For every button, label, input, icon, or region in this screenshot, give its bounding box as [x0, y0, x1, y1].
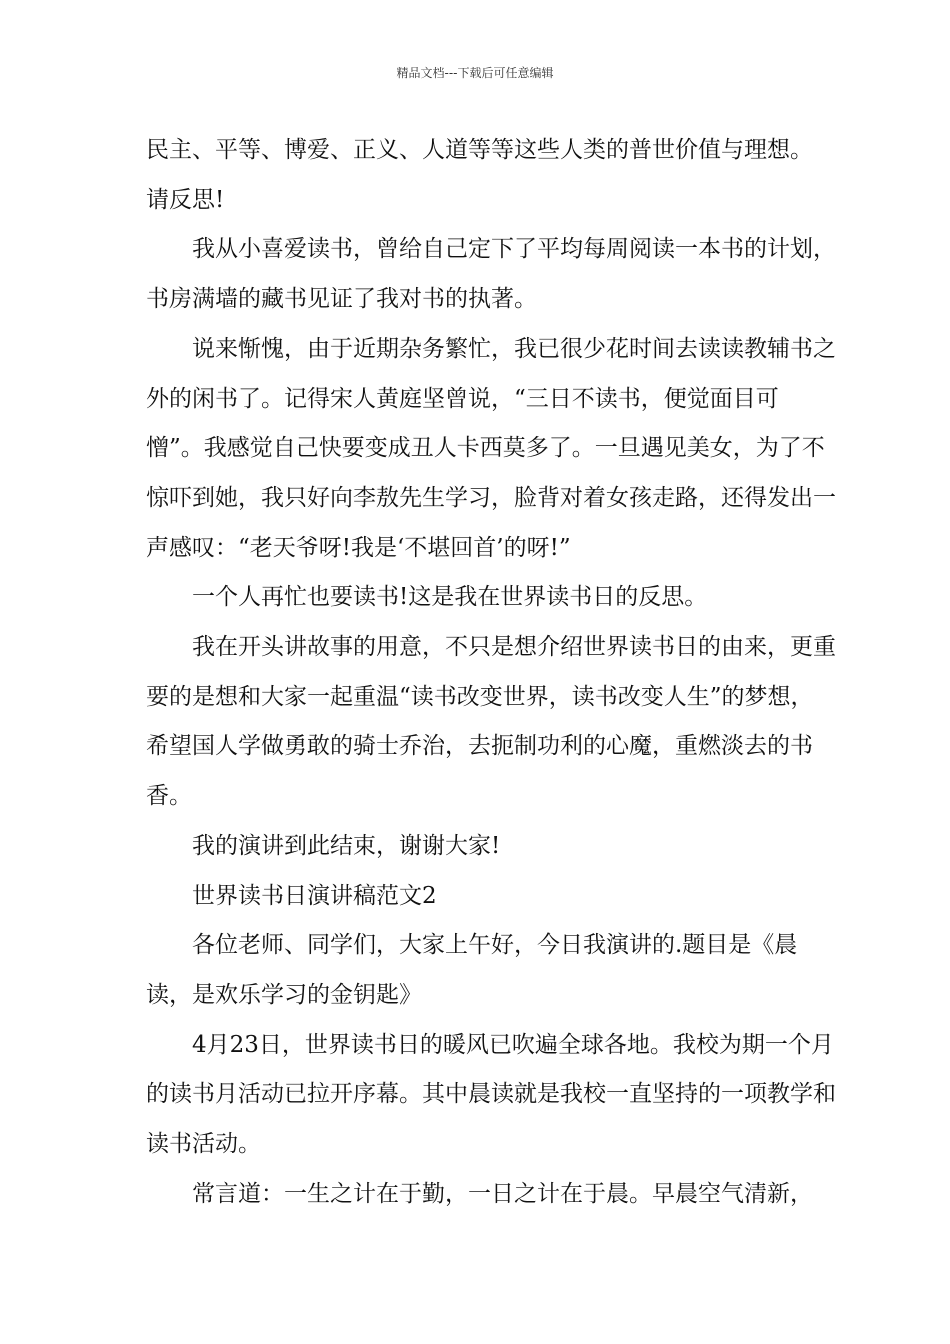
paragraph-reflect: 请反思!: [146, 186, 225, 213]
paragraph-reading-habit: 我从小喜爱读书，曾给自己定下了平均每周阅读一本书的计划，书房满墙的藏书见证了我对书的执著。: [146, 236, 836, 313]
paragraph-intent: 我在开头讲故事的用意，不只是想介绍世界读书日的由来，更重要的是想和大家一起重温“读书改变世界，读书改变人生”的梦想，希望国人学做勇敢的骑士乔治，去扼制功利的心魔，重燃淡去的书香。: [146, 634, 836, 810]
section-title: 世界读书日演讲稿范文2: [192, 882, 437, 909]
paragraph-busy: 说来惭愧，由于近期杂务繁忙，我已很少花时间去读读教辅书之外的闲书了。记得宋人黄庭坚曾说，“三日不读书，便觉面目可憎”。我感觉自己快要变成丑人卡西莫多了。一旦遇见美女，为了不惊吓到她，我只好向李敖先生学习，脸背对着女孩走路，还得发出一声感叹：“老天爷呀!我是‘不堪回首’的呀!”: [146, 335, 836, 561]
paragraph-closing: 我的演讲到此结束，谢谢大家!: [192, 832, 501, 859]
paragraph-april: 4月23日，世界读书日的暖风已吹遍全球各地。我校为期一个月的读书月活动已拉开序幕。其中晨读就是我校一直坚持的一项教学和读书活动。: [146, 1031, 836, 1158]
paragraph-saying: 常言道：一生之计在于勤，一日之计在于晨。早晨空气清新，: [192, 1180, 813, 1207]
page-header: 精品文档---下载后可任意编辑: [396, 66, 554, 80]
paragraph-greeting: 各位老师、同学们，大家上午好，今日我演讲的.题目是《晨读，是欢乐学习的金钥匙》: [146, 932, 798, 1008]
document-body: [146, 126, 836, 1219]
paragraph-continuation: 民主、平等、博爱、正义、人道等等这些人类的普世价值与理想。: [146, 137, 813, 163]
paragraph-must-read: 一个人再忙也要读书!这是我在世界读书日的反思。: [192, 584, 708, 611]
